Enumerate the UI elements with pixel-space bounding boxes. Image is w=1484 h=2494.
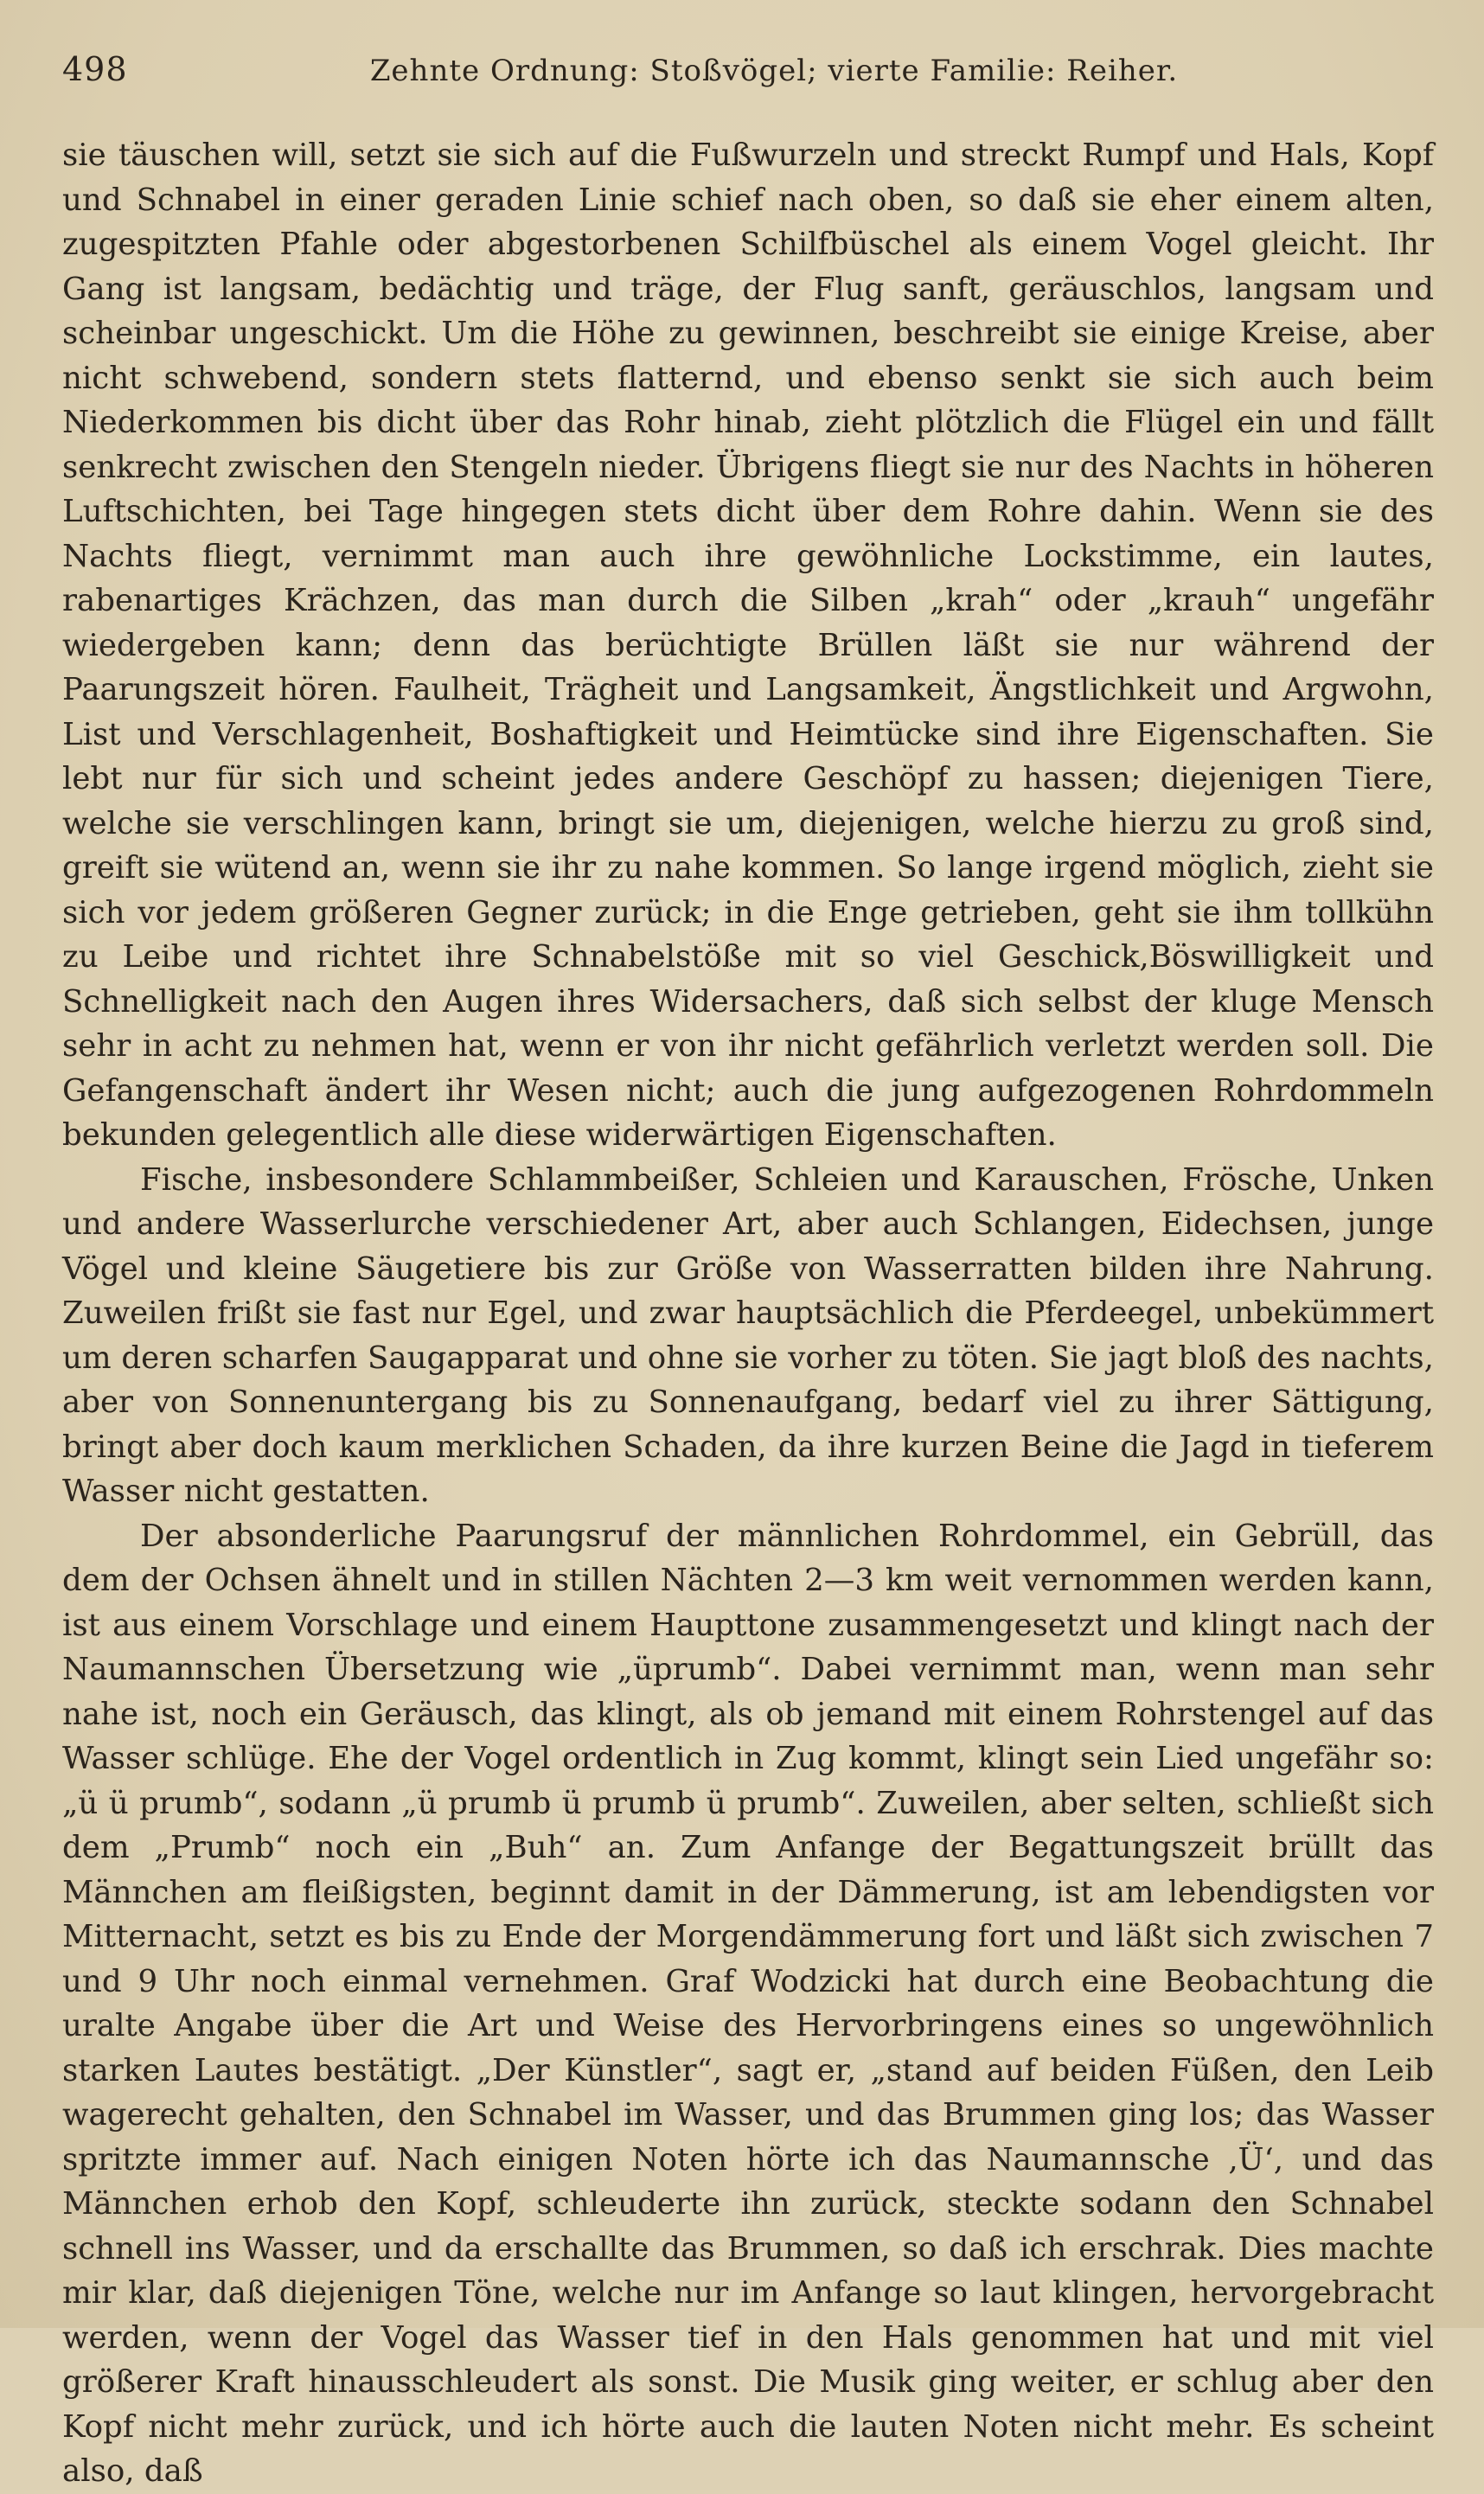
paragraph-3: Der absonderliche Paarungsruf der männlichen Rohrdommel, ein Gebrüll, das dem der Ochsen ähnelt und in stillen Nächten 2—3 km weit vernommen werden kann, ist aus einem Vorschlage und einem Haupttone zusammengesetzt und klingt nach der Naumannschen Übersetzung wie „üprumb“. Dabei vernimmt man, wenn man sehr nahe ist, noch ein Geräusch, das klingt, als ob jemand mit einem Rohrstengel auf das Wasser schlüge. Ehe der Vogel ordentlich in Zug kommt, klingt sein Lied ungefähr so: „ü ü prumb“, sodann „ü prumb ü prumb ü prumb“. Zuweilen, aber selten, schließt sich dem „Prumb“ noch ein „Buh“ an. Zum Anfange der Begattungszeit brüllt das Männchen am fleißigsten, beginnt damit in der Dämmerung, ist am lebendigsten vor Mitternacht, setzt es bis zu Ende der Morgendämmerung fort und läßt sich zwischen 7 und 9 Uhr noch einmal vernehmen. Graf Wodzicki hat durch eine Beobachtung die uralte Angabe über die Art und Weise des Hervorbringens eines so ungewöhnlich starken Lautes bestätigt. „Der Künstler“, sagt er, „stand auf beiden Füßen, den Leib wagerecht gehalten, den Schnabel im Wasser, und das Brummen ging los; das Wasser spritzte immer auf. Nach einigen Noten hörte ich das Naumannsche ‚Ü‘, und das Männchen erhob den Kopf, schleuderte ihn zurück, steckte sodann den Schnabel schnell ins Wasser, und da erschallte das Brummen, so daß ich erschrak. Dies machte mir klar, daß diejenigen Töne, welche nur im Anfange so laut klingen, hervorgebracht werden, wenn der Vogel das Wasser tief in den Hals genommen hat und mit viel größerer Kraft hinausschleudert als sonst. Die Musik ging weiter, er schlug aber den Kopf nicht mehr zurück, und ich hörte auch die lauten Noten nicht mehr. Es scheint also, daß <box>62 1518 1434 2489</box>
paragraph-1: sie täuschen will, setzt sie sich auf die Fußwurzeln und streckt Rumpf und Hals, Kopf und Schnabel in einer geraden Linie schief nach oben, so daß sie eher einem alten, zugespitzten Pfahle oder abgestorbenen Schilfbüschel als einem Vogel gleicht. Ihr Gang ist langsam, bedächtig und träge, der Flug sanft, geräuschlos, langsam und scheinbar ungeschickt. Um die Höhe zu gewinnen, beschreibt sie einige Kreise, aber nicht schwebend, sondern stets flatternd, und ebenso senkt sie sich auch beim Niederkommen bis dicht über das Rohr hinab, zieht plötzlich die Flügel ein und fällt senkrecht zwischen den Stengeln nieder. Übrigens fliegt sie nur des Nachts in höheren Luftschichten, bei Tage hingegen stets dicht über dem Rohre dahin. Wenn sie des Nachts fliegt, vernimmt man auch ihre gewöhnliche Lockstimme, ein lautes, rabenartiges Krächzen, das man durch die Silben „krah“ oder „krauh“ ungefähr wiedergeben kann; denn das berüchtigte Brüllen läßt sie nur während der Paarungszeit hören. Faulheit, Trägheit und Langsamkeit, Ängstlichkeit und Argwohn, List und Verschlagenheit, Boshaftigkeit und Heimtücke sind ihre Eigenschaften. Sie lebt nur für sich und scheint jedes andere Geschöpf zu hassen; diejenigen Tiere, welche sie verschlingen kann, bringt sie um, diejenigen, welche hierzu zu groß sind, greift sie wütend an, wenn sie ihr zu nahe kommen. So lange irgend möglich, zieht sie sich vor jedem größeren Gegner zurück; in die Enge getrieben, geht sie ihm tollkühn zu Leibe und richtet ihre Schnabelstöße mit so viel Geschick,Böswilligkeit und Schnelligkeit nach den Augen ihres Widersachers, daß sich selbst der kluge Mensch sehr in acht zu nehmen hat, wenn er von ihr nicht gefährlich verletzt werden soll. Die Gefangenschaft ändert ihr Wesen nicht; auch die jung aufgezogenen Rohrdommeln bekunden gelegentlich alle diese widerwärtigen Eigenschaften. <box>62 137 1434 1153</box>
page-header <box>62 50 1434 111</box>
page-number: 498 <box>62 50 128 88</box>
running-head: Zehnte Ordnung: Stoßvögel; vierte Familie: Reiher. <box>369 54 1179 88</box>
body-text <box>62 133 1434 2494</box>
paragraph-2: Fische, insbesondere Schlammbeißer, Schleien und Karauschen, Frösche, Unken und andere Wasserlurche verschiedener Art, aber auch Schlangen, Eidechsen, junge Vögel und kleine Säugetiere bis zur Größe von Wasserratten bilden ihre Nahrung. Zuweilen frißt sie fast nur Egel, und zwar hauptsächlich die Pferdeegel, unbekümmert um deren scharfen Saugapparat und ohne sie vorher zu töten. Sie jagt bloß des nachts, aber von Sonnenuntergang bis zu Sonnenaufgang, bedarf viel zu ihrer Sättigung, bringt aber doch kaum merklichen Schaden, da ihre kurzen Beine die Jagd in tieferem Wasser nicht gestatten. <box>62 1161 1434 1509</box>
